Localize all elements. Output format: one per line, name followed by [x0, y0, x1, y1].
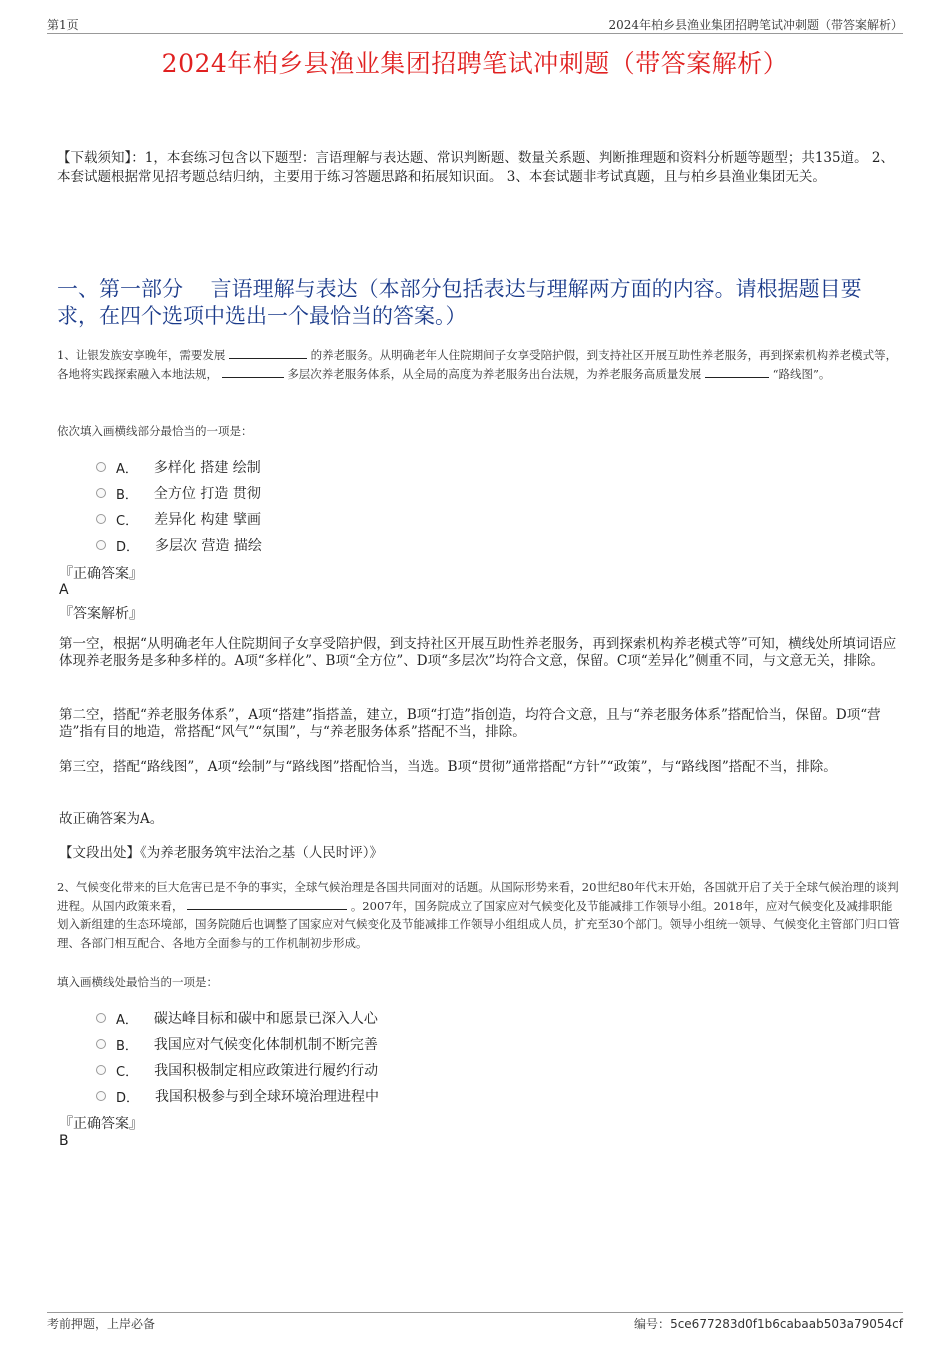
radio-button[interactable] [96, 1039, 106, 1049]
radio-button[interactable] [96, 1091, 106, 1101]
q1-option-c[interactable]: C． 差异化 构建 擘画 [96, 509, 261, 529]
q1-prompt: 依次填入画横线部分最恰当的一项是： [57, 424, 253, 438]
footer-divider [47, 1312, 903, 1313]
q1-text-part4: “路线图”。 [772, 366, 831, 381]
q2-option-c[interactable]: C． 我国积极制定相应政策进行履约行动 [96, 1060, 378, 1080]
q2-prompt: 填入画横线处最恰当的一项是： [57, 975, 218, 989]
header-doc-title: 2024年柏乡县渔业集团招聘笔试冲刺题（带答案解析） [608, 18, 903, 32]
radio-button[interactable] [96, 1065, 106, 1075]
q2-answer: B [59, 1133, 69, 1149]
footer-code [634, 1315, 903, 1332]
q1-blank-2 [222, 365, 284, 378]
radio-button[interactable] [96, 540, 106, 550]
radio-button[interactable] [96, 488, 106, 498]
q2-option-b[interactable]: B． 我国应对气候变化体制机制不断完善 [96, 1034, 378, 1054]
footer-slogan: 考前押题，上岸必备 [47, 1317, 156, 1331]
q1-analysis-para-2: 第二空，搭配“养老服务体系”，A项“搭建”指搭盖，建立，B项“打造”指创造，均符合文意，且与“养老服务体系”搭配恰当，保留。D项“营造”指有目的地造，常搭配“风气”“氛围”，与“养老服务体系”搭配不当，排除。 [59, 707, 881, 740]
page-title: 2024年柏乡县渔业集团招聘笔试冲刺题（带答案解析） [161, 49, 789, 78]
q1-analysis-para-3: 第三空，搭配“路线图”，A项“绘制”与“路线图”搭配恰当，当选。B项“贯彻”通常搭配“方针”“政策”，与“路线图”搭配不当，排除。 [59, 759, 837, 775]
q1-option-d[interactable]: D． 多层次 营造 描绘 [96, 535, 262, 555]
q1-analysis-conclusion: 故正确答案为A。 [59, 811, 164, 827]
q2-text-part1: 2、气候变化带来的巨大危害已是不争的事实，全球气候治理是各国共同面对的话题。从国际形势来看，20世纪80年代末开始，各国就开启了关于全球气候治理的谈判进程。从国内政策来看， [57, 880, 899, 913]
q2-text-part2: 。2007年，国务院成立了国家应对气候变化及节能减排工作领导小组。2018年，应对气候变化及减排职能划入新组建的生态环境部，国务院随后也调整了国家应对气候变化及节能减排工作领导小组组成人员，扩充至30个部门。领导小组统一领导、气候变化主管部门归口管理、各部门相互配合、各地方全面参与的工作机制初步形成。 [57, 898, 900, 950]
q1-analysis-label: 『答案解析』 [59, 606, 143, 622]
q1-analysis-para-1: 第一空，根据“从明确老年人住院期间子女享受陪护假，到支持社区开展互助性养老服务，再到探索机构养老模式等”可知，横线处所填词语应体现养老服务是多种多样的。A项“多样化”、B项“全方位”、D项“多层次”均符合文意，保留。C项“差异化”侧重不同，与文意无关，排除。 [59, 636, 897, 669]
radio-button[interactable] [96, 1013, 106, 1023]
q1-option-b[interactable]: B． 全方位 打造 贯彻 [96, 483, 261, 503]
q1-blank-3 [705, 365, 769, 378]
q1-answer: A [59, 582, 69, 598]
q2-option-d[interactable]: D． 我国积极参与到全球环境治理进程中 [96, 1086, 379, 1106]
q1-text-part1: 1、让银发族安享晚年，需要发展 [57, 348, 226, 362]
question-1-stem [57, 346, 902, 383]
footer-code-value: 5ce677283d0f1b6cabaab503a79054cf [670, 1317, 903, 1331]
q1-blank-1 [229, 346, 307, 359]
q1-answer-label: 『正确答案』 [59, 566, 143, 582]
radio-button[interactable] [96, 514, 106, 524]
q2-answer-label: 『正确答案』 [59, 1116, 143, 1132]
footer-code-label: 编号： [634, 1317, 671, 1331]
q1-source: 【文段出处】《为养老服务筑牢法治之基（人民时评）》 [59, 845, 383, 861]
download-notice: 【下载须知】：1，本套练习包含以下题型：言语理解与表达题、常识判断题、数量关系题、判断推理题和资料分析题等题型；共135道。 2、本套试题根据常见招考题总结归纳，主要用于练习答题思路和拓展知识面。 3、本套试题非考试真题，且与柏乡县渔业集团无关。 [57, 150, 894, 185]
header-divider [47, 33, 903, 34]
section-title: 一、第一部分 言语理解与表达（本部分包括表达与理解两方面的内容。请根据题目要求，在四个选项中选出一个最恰当的答案。） [57, 277, 862, 328]
q2-option-a[interactable]: A． 碳达峰目标和碳中和愿景已深入人心 [96, 1008, 378, 1028]
q1-text-part2: 的养老服务。从明确老年人住院期间子女享受陪护假，到支持社区开展互助性养老服务，再到探索机构养老模式等，各地将实践探索融入本地法规， [57, 348, 898, 381]
radio-button[interactable] [96, 462, 106, 472]
q2-blank-1 [187, 897, 347, 910]
header-page-number: 第1页 [47, 18, 79, 32]
q1-text-part3: 多层次养老服务体系，从全局的高度为养老服务出台法规，为养老服务高质量发展 [287, 366, 702, 381]
question-2-stem [57, 878, 902, 952]
q1-option-a[interactable]: A． 多样化 搭建 绘制 [96, 457, 261, 477]
